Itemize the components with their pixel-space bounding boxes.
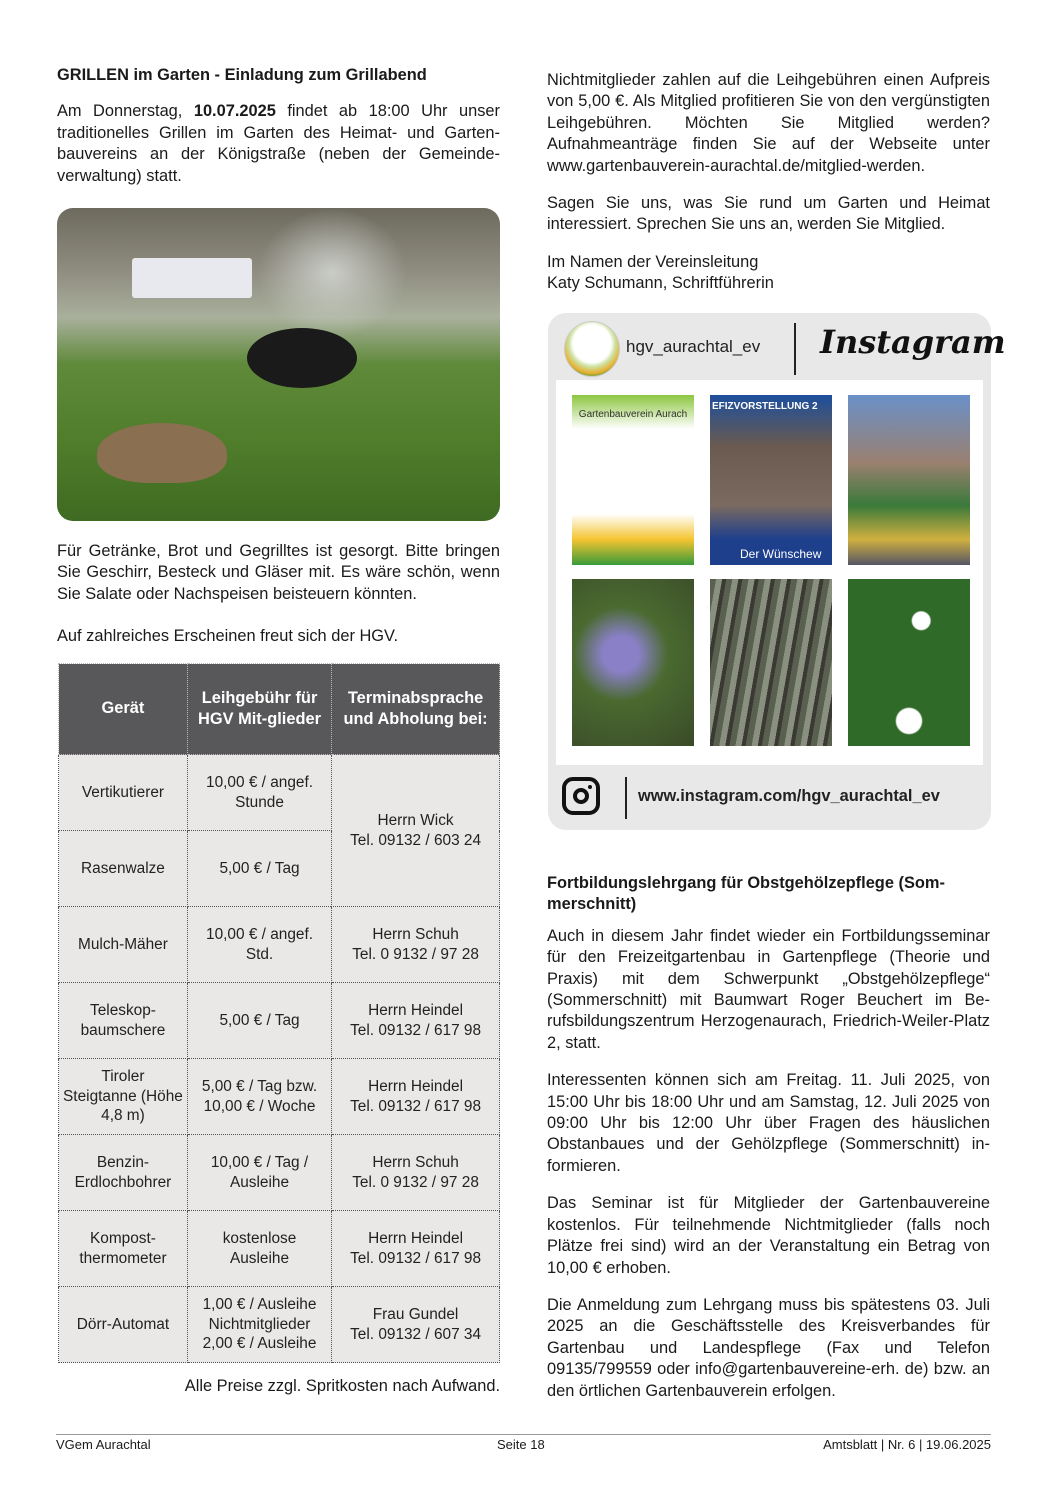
paragraph: Sagen Sie uns, was Sie rund um Garten und Heimat interessiert. Sprechen Sie uns an, werden Sie Mitglied.	[547, 194, 990, 234]
footer-right: Amtsblatt | Nr. 6 | 19.06.2025	[823, 1437, 991, 1452]
signature-line: Im Namen der Vereinsleitung	[547, 252, 759, 271]
contact-cell: Herrn Heindel Tel. 09132 / 617 98	[332, 1059, 500, 1135]
paragraph: Nichtmitglieder zahlen auf die Leihgebühren einen Aufpreis von 5,00 €. Als Mitglied profitieren Sie von den vergünstigten Leihgebühren. Möchten Sie Mitglied werden? Aufnahmeanträge finden Sie auf der Webseite unter www.gartenbauverein-aurachtal.de/mitglied-werden.	[547, 71, 990, 175]
instagram-post-logo[interactable]	[572, 395, 694, 565]
table-row	[59, 1287, 500, 1363]
instagram-post-lichen[interactable]	[710, 579, 832, 746]
device-cell: Teleskop-baumschere	[59, 983, 188, 1059]
training-article	[547, 873, 990, 1402]
paragraph: Auch in diesem Jahr findet wieder ein Fortbildungsseminar für den Freizeitgartenbau in Gartenpflege (Theorie und Praxis) mit dem Schwerpunkt „Obstgehölzepflege“ (Sommerschnitt) mit Baumwart Roger Beuchert im Berufsbildungszentrum Herzogenaurach, Friedrich-Weiler-Platz 2, statt.	[547, 926, 990, 1052]
device-cell: Vertikutierer	[59, 755, 188, 831]
instagram-handle[interactable]: hgv_aurachtal_ev	[626, 337, 761, 356]
table-row	[59, 983, 500, 1059]
footer-left: VGem Aurachtal	[56, 1437, 151, 1452]
device-cell: Kompost-thermometer	[59, 1211, 188, 1287]
contact-cell: Herrn Heindel Tel. 09132 / 617 98	[332, 1211, 500, 1287]
article-heading: Fortbildungslehrgang für Obstgehölzepflege (Sommerschnitt)	[547, 874, 945, 914]
fee-cell: 10,00 € / angef. Std.	[187, 907, 331, 983]
fee-cell: 10,00 € / Tag / Ausleihe	[187, 1135, 331, 1211]
contact-cell: Herrn Schuh Tel. 0 9132 / 97 28	[332, 907, 500, 983]
table-row	[59, 907, 500, 983]
instagram-icon	[562, 777, 600, 815]
fee-cell: 10,00 € / angef. Stunde	[187, 755, 331, 831]
contact-cell: Herrn Schuh Tel. 0 9132 / 97 28	[332, 1135, 500, 1211]
paragraph: Interessenten können sich am Freitag. 11. Juli 2025, von 15:00 Uhr bis 18:00 Uhr und am Samstag, 12. Juli 2025 von 09:00 Uhr bis 12:00 Uhr über Fragen des häuslichen Obstanbaues und der Gehölzpflege (Sommerschnitt) informieren.	[547, 1071, 990, 1175]
device-cell: Benzin-Erdlochbohrer	[59, 1135, 188, 1211]
tile-text: Gartenbauverein Aurach	[578, 409, 688, 420]
article-heading: GRILLEN im Garten - Einladung zum Grillabend	[57, 66, 427, 84]
instagram-post-group[interactable]	[710, 395, 832, 565]
instagram-url[interactable]: www.instagram.com/hgv_aurachtal_ev	[638, 787, 940, 805]
paragraph: Auf zahlreiches Erscheinen freut sich der HGV.	[57, 627, 399, 646]
column-header: Gerät	[59, 664, 188, 755]
device-cell: Rasenwalze	[59, 831, 188, 907]
device-cell: Mulch-Mäher	[59, 907, 188, 983]
membership-text	[547, 70, 990, 295]
tile-text: Der Wünschew	[740, 547, 822, 561]
table-row	[59, 755, 500, 831]
instagram-post-anemones[interactable]	[848, 579, 970, 746]
fee-cell: 1,00 € / Ausleihe Nichtmitglieder 2,00 € / Ausleihe	[187, 1287, 331, 1363]
contact-cell: Herrn Heindel Tel. 09132 / 617 98	[332, 983, 500, 1059]
column-header: Leihgebühr für HGV Mit-glieder	[187, 664, 331, 755]
column-header: Terminabsprache und Abholung bei:	[332, 664, 500, 755]
rental-table	[58, 663, 500, 1363]
instagram-grid	[556, 380, 983, 765]
paragraph: Die Anmeldung zum Lehrgang muss bis spätestens 03. Juli 2025 an die Geschäftsstelle des Kreisverbandes für Gartenbau und Landespflege (Fax und Telefon 09135/799559 oder info@gartenbauvereine-erh. de) bzw. an den örtlichen Gartenbauverein erfolgen.	[547, 1295, 990, 1400]
table-row	[59, 1059, 500, 1135]
device-cell: Dörr-Automat	[59, 1287, 188, 1363]
page-number: Seite 18	[497, 1437, 545, 1452]
wood-basket	[97, 423, 227, 483]
paragraph: Das Seminar ist für Mitglieder der Gartenbauvereine kostenlos. Für teilnehmende Nichtmitglieder (falls noch Plätze frei sind) wird an der Veranstaltung ein Betrag von 10,00 € erhoben.	[547, 1194, 990, 1277]
intro-text: Am Donnerstag,	[57, 102, 194, 121]
intro-paragraph	[57, 101, 500, 187]
fee-cell: 5,00 € / Tag bzw. 10,00 € / Woche	[187, 1059, 331, 1135]
contact-cell: Herrn Wick Tel. 09132 / 603 24	[332, 755, 500, 907]
instagram-wordmark: Instagram	[820, 323, 1006, 361]
smoke	[257, 208, 407, 338]
table-row	[59, 1211, 500, 1287]
page-footer	[56, 1434, 991, 1452]
divider	[625, 777, 627, 819]
club-logo	[564, 321, 620, 377]
instagram-post-easter-fountain[interactable]	[848, 395, 970, 565]
table-row	[59, 1135, 500, 1211]
instagram-card[interactable]	[548, 313, 1006, 830]
grill-details	[57, 541, 500, 648]
fee-cell: kostenlose Ausleihe	[187, 1211, 331, 1287]
table-note: Alle Preise zzgl. Spritkosten nach Aufwand.	[184, 1377, 500, 1395]
event-date: 10.07.2025	[193, 102, 276, 121]
grill-article	[57, 65, 500, 187]
fee-cell: 5,00 € / Tag	[187, 831, 331, 907]
paragraph: Für Getränke, Brot und Gegrilltes ist gesorgt. Bitte bringen Sie Geschirr, Besteck und Gläser mit. Es wäre schön, wenn Sie Salate oder Nachspeisen beisteuern könnten.	[57, 542, 500, 603]
instagram-post-violets[interactable]	[572, 579, 694, 746]
signature-name: Katy Schumann, Schriftführerin	[547, 274, 774, 293]
garden-table	[132, 258, 252, 298]
tile-text: EFIZVORSTELLUNG 2	[712, 401, 818, 412]
fee-cell: 5,00 € / Tag	[187, 983, 331, 1059]
grill-photo	[57, 208, 500, 521]
intro-text-rest: findet ab 18:00 Uhr unser traditionelles Grillen im Garten des Heimat- und Gartenbauvereins an der Königstraße (neben der Gemeindeverwaltung) statt.	[57, 102, 500, 185]
divider	[794, 323, 796, 375]
contact-cell: Frau Gundel Tel. 09132 / 607 34	[332, 1287, 500, 1363]
device-cell: Tiroler Steigtanne (Höhe 4,8 m)	[59, 1059, 188, 1135]
grill	[247, 328, 357, 388]
